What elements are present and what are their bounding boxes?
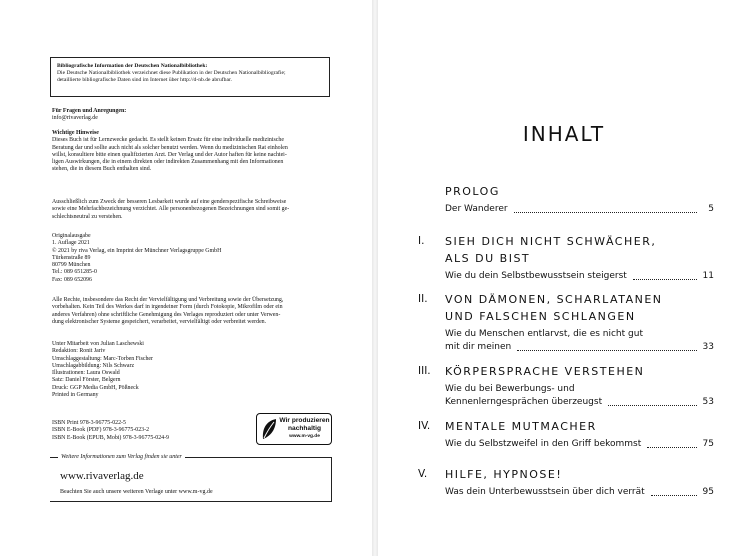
toc-page-number: 75 xyxy=(702,439,714,449)
dot-leader xyxy=(514,212,697,213)
imprint-page xyxy=(0,0,372,556)
toc-entry-title: SIEH DICH NICHT SCHWÄCHER, ALS DU BIST xyxy=(445,235,657,265)
notice-line: stehen, die in diesem Buch enthalten sind. xyxy=(52,166,152,173)
publisher-website: www.rivaverlag.de xyxy=(60,470,144,482)
logo-url: www.m-vg.de xyxy=(289,434,320,440)
gender-line: Ausschließlich zum Zweck der besseren Lesbarkeit wurde auf eine genderspezifische Schreibweise xyxy=(52,199,287,205)
toc-entry-subtitle: Was dein Unterbewusstsein über dich verrät 95 xyxy=(445,487,714,497)
biblio-line: detaillierte bibliografische Daten sind im Internet über http://d-nb.de abrufbar. xyxy=(57,77,232,84)
rights-line: vorbehalten. Kein Teil des Werkes darf in irgendeiner Form (durch Fotokopie, Mikrofilm oder ein xyxy=(52,304,283,311)
biblio-line: Die Deutsche Nationalbibliothek verzeichnet diese Publikation in der Deutschen Nationalbibliografie; xyxy=(57,70,286,77)
contents-heading: INHALT xyxy=(522,122,606,146)
edition-line: Fax: 089 652096 xyxy=(52,276,92,283)
biblio-title: Bibliografische Information der Deutschen Nationalbibliothek: xyxy=(57,63,208,69)
credits-line: Druck: GGP Media GmbH, Pößneck xyxy=(52,384,139,391)
chapter-number: II. xyxy=(418,293,428,305)
credits-line: Printed in Germany xyxy=(52,392,99,399)
dot-leader xyxy=(647,447,697,448)
contents-page xyxy=(378,0,750,556)
notice-line: ligen Auswirkungen, die in einem direkten oder indirekten Zusammenhang mit den Informationen xyxy=(52,159,284,166)
toc-entry-subtitle: Wie du Selbstzweifel in den Griff bekommst 75 xyxy=(445,439,714,449)
edition-line: 80799 München xyxy=(52,262,91,269)
toc-entry-subtitle: Wie du bei Bewerbungs- und xyxy=(445,384,575,394)
toc-entry-chapter-4[interactable] xyxy=(418,418,714,451)
notice-title: Wichtige Hinweise xyxy=(52,130,99,136)
edition-line: Türkenstraße 89 xyxy=(52,254,91,261)
toc-entry-subtitle: Wie du dein Selbstbewusstsein steigerst 11 xyxy=(445,271,714,281)
logo-line2: nachhaltig xyxy=(288,424,321,432)
toc-entry-title: MENTALE MUTMACHER xyxy=(445,420,597,433)
chapter-number: V. xyxy=(418,468,428,480)
publisher-info-box xyxy=(50,454,332,502)
rights-line: dung elektronischer Systeme gespeichert, verarbeitet, vervielfältigt oder verbreitet werden. xyxy=(52,318,267,325)
questions-email: info@rivaverlag.de xyxy=(52,115,98,122)
toc-page-number: 53 xyxy=(702,397,714,407)
questions-title: Für Fragen und Anregungen: xyxy=(52,108,127,114)
rights-line: Alle Rechte, insbesondere das Recht der Vervielfältigung und Verbreitung sowie der Übersetzung, xyxy=(52,297,284,303)
notice-line: Beratung dar und sollte auch nicht als solcher benutzt werden. Wenn du medizinischen Rat einholen xyxy=(52,144,288,151)
sustainability-logo xyxy=(256,413,332,445)
edition-line: © 2021 by riva Verlag, ein Imprint der Münchner Verlagsgruppe GmbH xyxy=(52,247,222,254)
notice-block xyxy=(52,130,337,174)
rights-line: anderes Verfahren) ohne schriftliche Genehmigung des Verlages reproduziert oder unter Verwen- xyxy=(52,311,281,318)
publisher-note: Beachten Sie auch unsere weiteren Verlage unter www.m-vg.de xyxy=(60,489,213,495)
rights-block xyxy=(52,297,337,326)
toc-entry-title: HILFE, HYPNOSE! xyxy=(445,468,563,481)
toc-entry-title: PROLOG xyxy=(445,185,500,198)
edition-block xyxy=(52,233,337,284)
credits-line: Unter Mitarbeit von Julian Laschewski xyxy=(52,341,144,347)
gender-line: schlechtsneutral zu verstehen. xyxy=(52,213,123,220)
toc-entry-chapter-1[interactable] xyxy=(418,233,714,283)
toc-entry-chapter-3[interactable] xyxy=(418,363,714,409)
bibliographic-info-box xyxy=(50,57,330,97)
toc-entry-prolog[interactable] xyxy=(418,183,714,216)
chapter-number: IV. xyxy=(418,420,431,432)
toc-entry-title: KÖRPERSPRACHE VERSTEHEN xyxy=(445,365,645,378)
notice-line: Dieses Buch ist für Lernzwecke gedacht. Es stellt keinen Ersatz für eine individuelle medizinische xyxy=(52,137,284,144)
toc-page-number: 11 xyxy=(702,271,714,281)
edition-line: 1. Auflage 2021 xyxy=(52,240,90,247)
publisher-info-legend: Weitere Informationen zum Verlag finden sie unter xyxy=(58,453,185,461)
dot-leader xyxy=(608,405,697,406)
toc-page-number: 95 xyxy=(702,487,714,497)
toc-entry-subtitle: Wie du Menschen entlarvst, die es nicht gut xyxy=(445,329,643,339)
gender-notice-block xyxy=(52,199,337,221)
notice-line: willst, konsultiere bitte einen qualifizierten Arzt. Der Verlag und der Autor haften für keine nachtei- xyxy=(52,151,287,158)
toc-entry-subtitle: Kennenlerngesprächen überzeugst 53 xyxy=(445,397,714,407)
dot-leader xyxy=(633,279,697,280)
dot-leader xyxy=(517,350,697,351)
toc-entry-subtitle: Der Wanderer 5 xyxy=(445,204,714,214)
logo-text xyxy=(278,417,331,440)
credits-line: Satz: Daniel Förster, Belgern xyxy=(52,377,121,384)
credits-line: Illustrationen: Laura Oswald xyxy=(52,370,120,377)
chapter-number: III. xyxy=(418,365,431,377)
toc-entry-title: VON DÄMONEN, SCHARLATANEN UND FALSCHEN SCHLANGEN xyxy=(445,293,663,323)
toc-page-number: 5 xyxy=(708,204,714,214)
gender-line: sowie eine Mehrfachbezeichnung verzichtet. Alle personenbezogenen Bezeichnungen sind somit ge- xyxy=(52,206,290,213)
toc-entry-subtitle: mit dir meinen 33 xyxy=(445,342,714,352)
leaf-icon xyxy=(260,417,278,441)
questions-block xyxy=(52,108,337,123)
edition-line: Tel.: 089 651285-0 xyxy=(52,269,97,276)
dot-leader xyxy=(651,495,697,496)
credits-line: Umschlagabbildung: Nils Schwarz xyxy=(52,362,135,369)
credits-line: Umschlaggestaltung: Marc-Torben Fischer xyxy=(52,355,154,362)
logo-line1: Wir produzieren xyxy=(279,417,330,425)
isbn-line: ISBN E-Book (EPUB, Mobi) 978-3-96775-024-9 xyxy=(52,434,169,441)
toc-entry-chapter-5[interactable] xyxy=(418,466,714,499)
isbn-line: ISBN E-Book (PDF) 978-3-96775-023-2 xyxy=(52,427,150,434)
credits-block xyxy=(52,341,337,399)
credits-line: Redaktion: Ronit Jariv xyxy=(52,348,106,355)
toc-entry-chapter-2[interactable] xyxy=(418,291,714,354)
chapter-number: I. xyxy=(418,235,425,247)
edition-line: Originalausgabe xyxy=(52,233,91,239)
toc-page-number: 33 xyxy=(702,342,714,352)
isbn-line: ISBN Print 978-3-96775-022-5 xyxy=(52,420,126,426)
